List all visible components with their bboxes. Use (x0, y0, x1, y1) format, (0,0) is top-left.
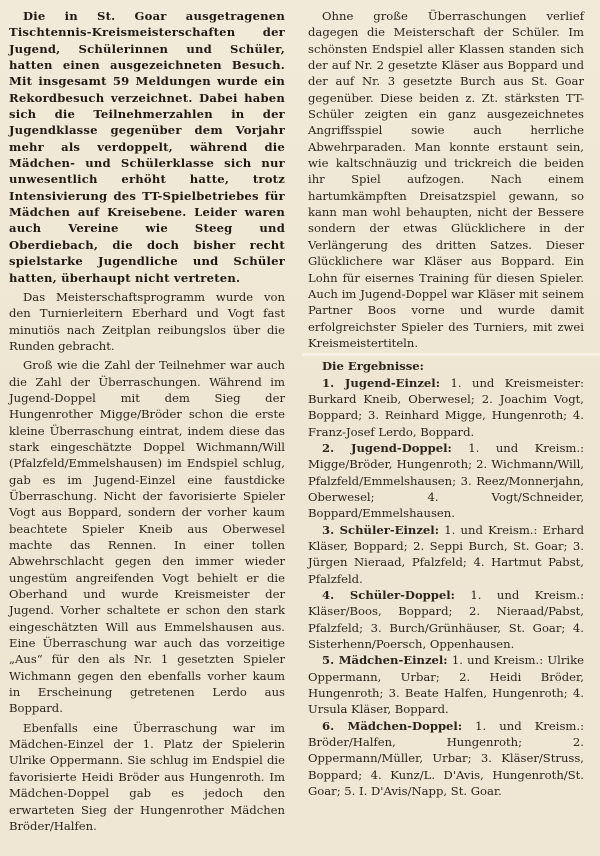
body-paragraph: Ebenfalls eine Überraschung war im Mädchen-Einzel der 1. Platz der Spielerin Ulrike Oppermann. Sie schlug im Endspiel die favorisierte Heidi Bröder aus Hungenroth. Im Mädchen-Doppel gab es jedoch den erwarteten Sieg der Hungenrother Mädchen Bröder/Halfen. (9, 720, 285, 833)
result-text: 1. und Kreismeister: Burkard Kneib, Oberwesel; 2. Joachim Vogt, Boppard; 3. Reinhard Migge, Hungenroth; 4. Franz-Josef Lerdo, Boppard. (308, 375, 584, 439)
body-paragraph: Das Meisterschaftsprogramm wurde von den Turnierleitern Eberhard und Vogt fast minutiös nach Zeitplan reibungslos über die Runden gebracht. (9, 289, 285, 353)
result-text: 1. und Kreism.: Bröder/Halfen, Hungenroth; 2. Oppermann/Müller, Urbar; 3. Kläser/Struss, Boppard; 4. Kunz/L. D'Avis, Hungenroth/St. Goar; 5. I. D'Avis/Napp, St. Goar. (308, 718, 584, 799)
result-item (308, 587, 584, 652)
result-item (308, 440, 584, 522)
result-label: 3. Schüler-Einzel: (322, 522, 439, 537)
result-item (308, 375, 584, 440)
result-text: 1. und Kreism.: Erhard Kläser, Boppard; 2. Seppi Burch, St. Goar; 3. Jürgen Nieraad, Pfalzfeld; 4. Hartmut Pabst, Pfalzfeld. (308, 522, 584, 586)
results-heading: Die Ergebnisse: (322, 359, 424, 374)
result-text: 1. und Kreism.: Kläser/Boos, Boppard; 2. Nieraad/Pabst, Pfalzfeld; 3. Burch/Grünhäuser, St. Goar; 4. Sisterhenn/Poersch, Oppenhausen. (308, 588, 584, 652)
body-paragraph: Groß wie die Zahl der Teilnehmer war auch die Zahl der Überraschungen. Während im Jugend-Doppel mit dem Sieg der Hungenrother Migge/Bröder schon die erste kleine Überraschung eintrat, indem diese das stark eingeschätzte Doppel Wichmann/Will (Pfalzfeld/Emmelshausen) im Endspiel schlug, gab es im Jugend-Einzel eine faustdicke Überraschung. Nicht der favorisierte Spieler Vogt aus Boppard, sondern der vorher kaum beachtete Spieler Kneib aus Oberwesel machte das Rennen. In einer tollen Abwehrschlacht gegen den immer wieder ungestüm angreifenden Vogt behielt er die Oberhand und wurde Kreismeister der Jugend. Vorher schaltete er schon den stark eingeschätzten Will aus Emmelshausen aus. Eine Überraschung war auch das vorzeitige „Aus“ für den als Nr. 1 gesetzten Spieler Wichmann gegen den ebenfalls vorher kaum in Erscheinung getretenen Lerdo aus Boppard. (9, 358, 285, 716)
right-column (308, 8, 584, 800)
result-label: 2. Jugend-Doppel: (322, 440, 452, 455)
result-item (308, 652, 584, 717)
result-label: 4. Schüler-Doppel: (322, 588, 455, 603)
result-text: 1. und Kreism.: Ulrike Oppermann, Urbar; 2. Heidi Bröder, Hungenroth; 3. Beate Halfen, Hungenroth; 4. Ursula Kläser, Boppard. (308, 653, 584, 717)
result-label: 5. Mädchen-Einzel: (322, 653, 448, 668)
result-label: 6. Mädchen-Doppel: (322, 718, 463, 733)
result-item (308, 718, 584, 800)
left-column (9, 8, 285, 834)
result-item (308, 522, 584, 587)
result-label: 1. Jugend-Einzel: (322, 375, 440, 390)
result-text: 1. und Kreism.: Migge/Bröder, Hungenroth; 2. Wichmann/Will, Pfalzfeld/Emmelshausen; 3. Reez/Monnerjahn, Oberwesel; 4. Vogt/Schneider, Boppard/Emmelshausen. (308, 440, 584, 521)
lead-paragraph: Die in St. Goar ausgetragenen Tischtennis-Kreismeisterschaften der Jugend, Schülerinnen und Schüler, hatten einen ausgezeichneten Besuch. Mit insgesamt 59 Meldungen wurde ein Rekordbesuch verzeichnet. Dabei haben sich die Teilnehmerzahlen in der Jugendklasse gegenüber dem Vorjahr mehr als verdoppelt, während die Mädchen- und Schülerklasse sich nur unwesentlich erhöht hatte, trotz Intensivierung des TT-Spielbetriebes für Mädchen auf Kreisebene. Leider waren auch Vereine wie Steeg und Oberdiebach, die doch bisher recht spielstarke Jugendliche und Schüler hatten, überhaupt nicht vertreten. (9, 9, 285, 285)
body-paragraph: Ohne große Überraschungen verlief dagegen die Meisterschaft der Schüler. Im schönsten Endspiel aller Klassen standen sich der auf Nr. 2 gesetzte Kläser aus Boppard und der auf Nr. 3 gesetzte Burch aus St. Goar gegenüber. Diese beiden z. Zt. stärksten TT-Schüler zeigten ein ganz ausgezeichnetes Angriffsspiel sowie auch herrliche Abwehrparaden. Man konnte erstaunt sein, wie kaltschnäuzig und trickreich die beiden ihr Spiel aufzogen. Nach einem hartumkämpften Dreisatzspiel gewann, so kann man wohl behaupten, nicht der Bessere sondern der etwas Glücklichere in der Verlängerung des dritten Satzes. Dieser Glücklichere war Kläser aus Boppard. Ein Lohn für eisernes Training für diesen Spieler. Auch im Jugend-Doppel war Kläser mit seinem Partner Boos vorne und wurde damit erfolgreichster Spieler des Turniers, mit zwei Kreismeistertiteln. (308, 9, 584, 350)
